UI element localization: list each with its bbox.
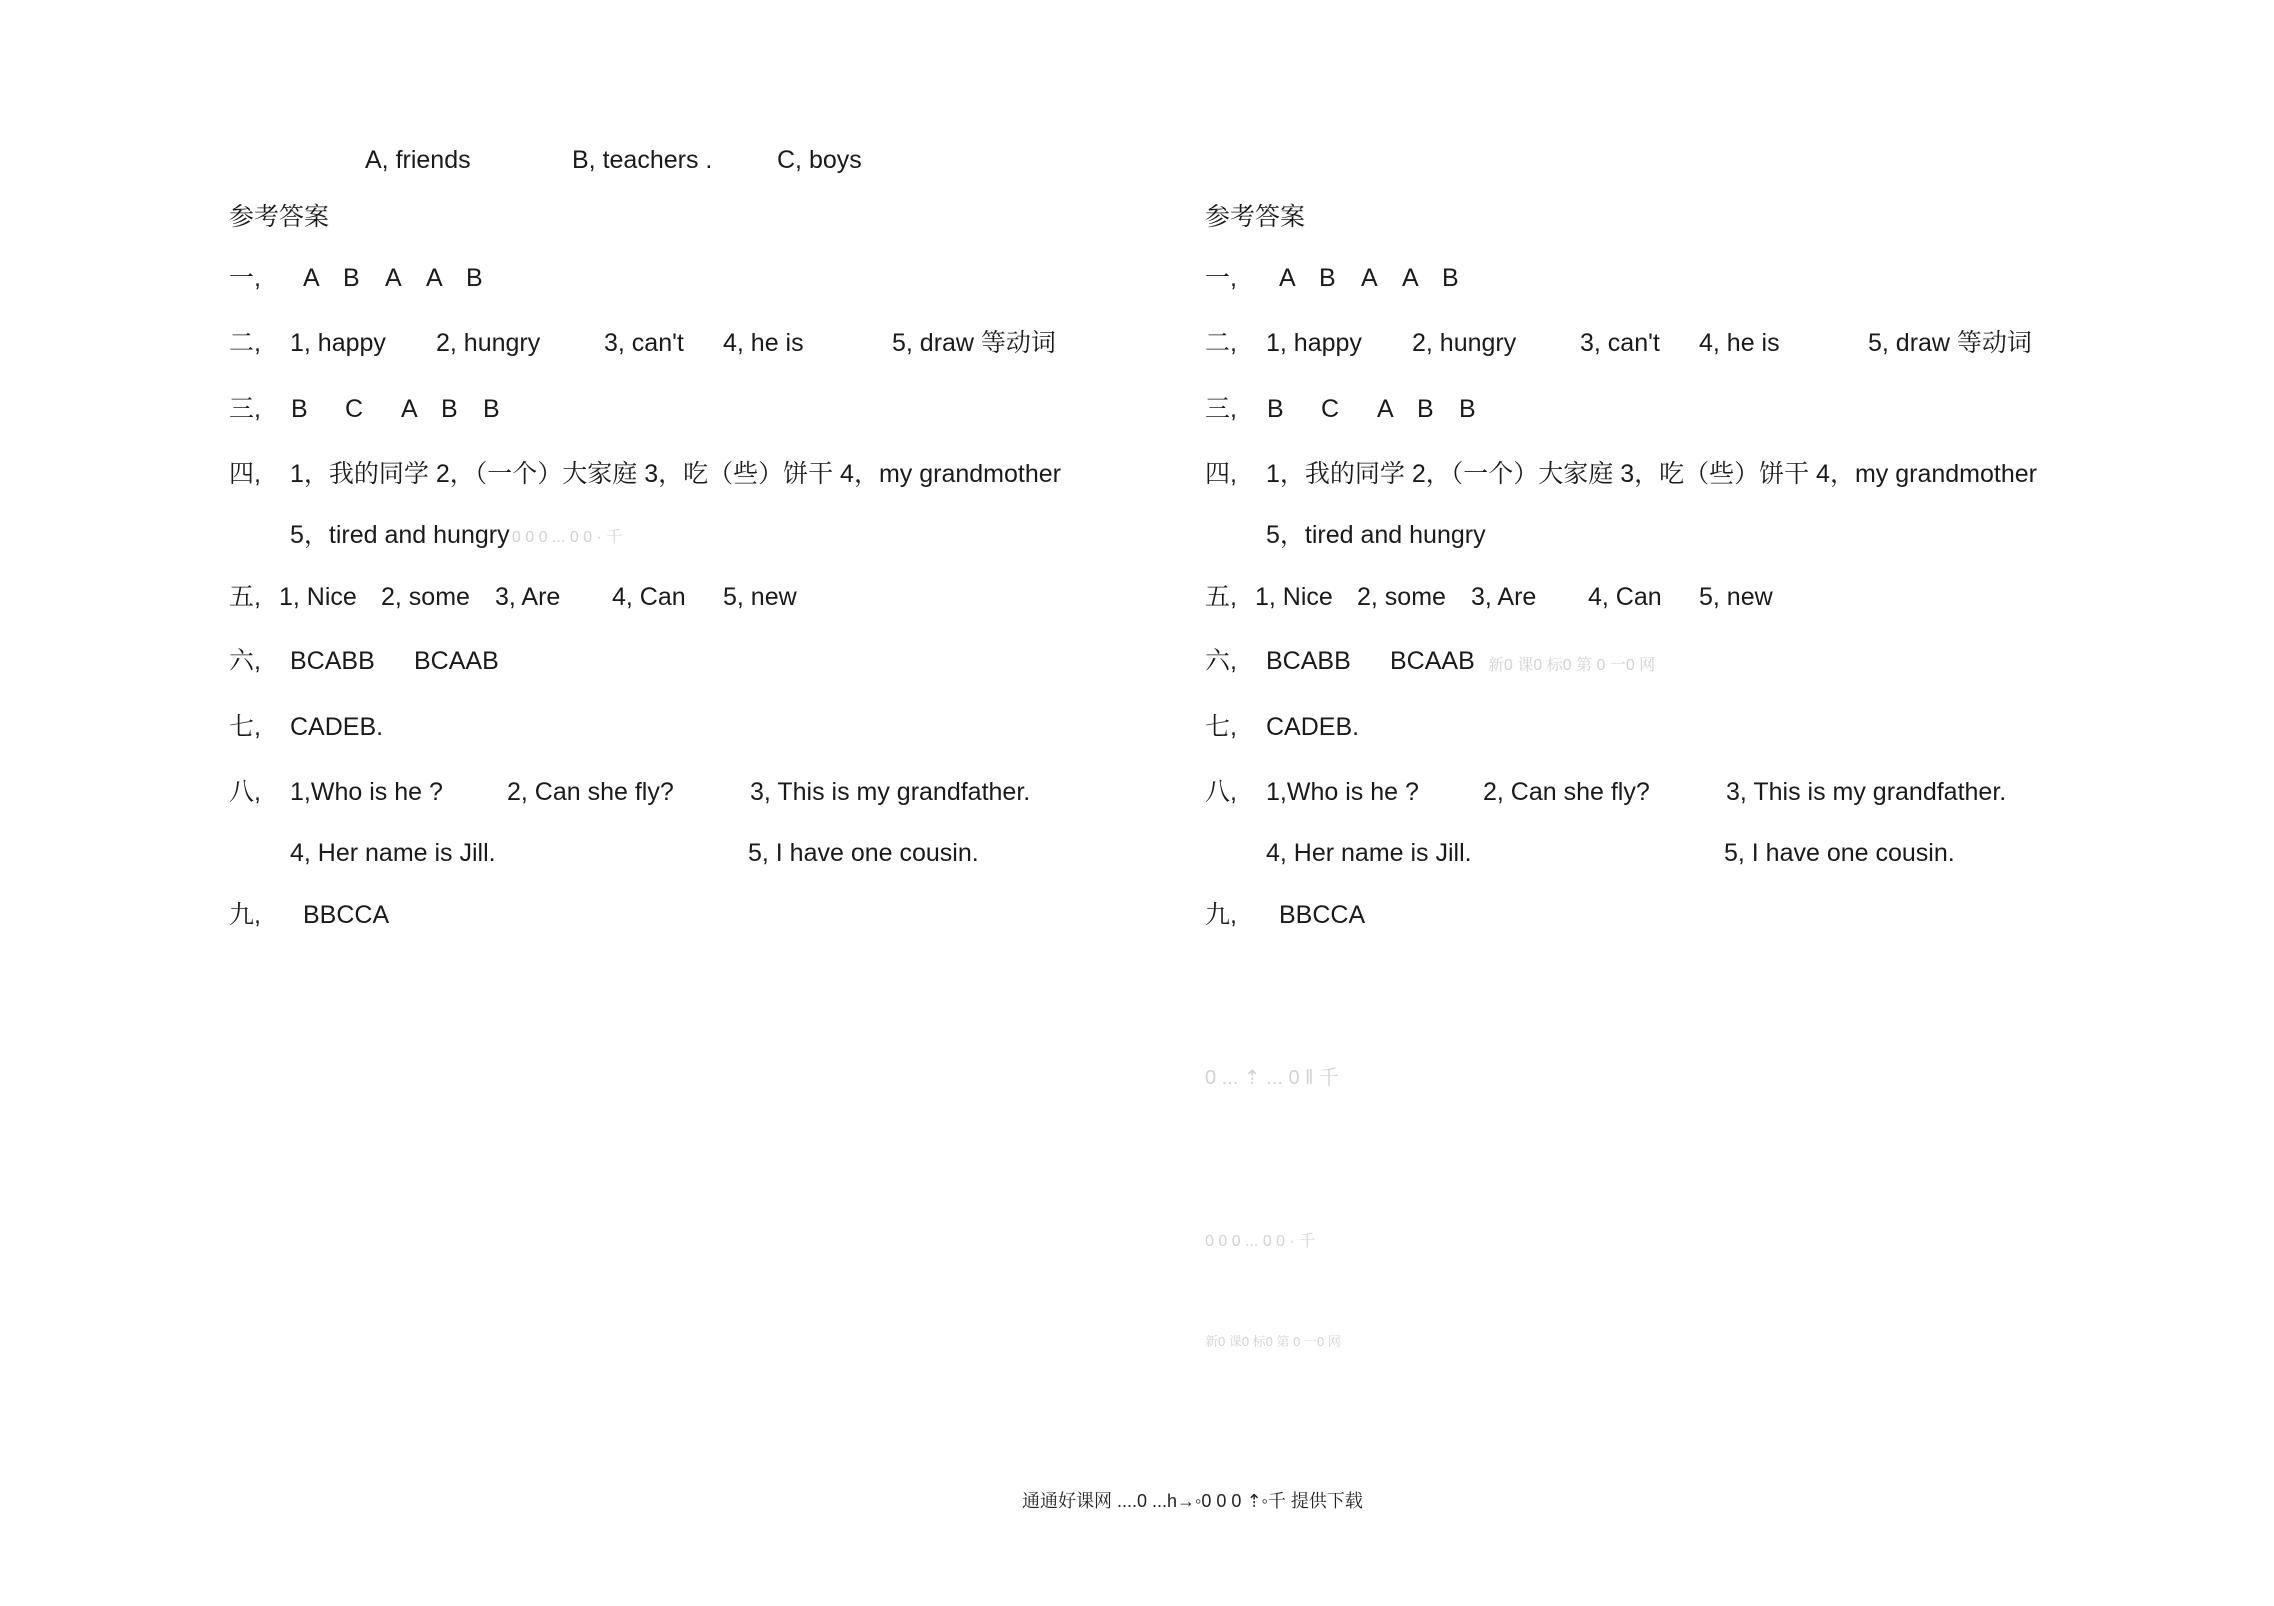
option-a: A, friends xyxy=(365,146,471,174)
section-2-answer: 3, can't xyxy=(604,329,684,357)
section-1-answer: A xyxy=(1361,264,1378,292)
section-8-answer: 1,Who is he ? xyxy=(1266,778,1419,806)
section-8-number: 八, xyxy=(1205,778,1237,806)
section-7-number: 七, xyxy=(229,713,261,741)
section-5-answer: 3, Are xyxy=(495,583,561,611)
section-3-answer: A xyxy=(401,395,418,423)
watermark-text: 0 0 0 ... 0 0 · 千 xyxy=(1205,1233,1316,1250)
section-1-answer: B xyxy=(1442,264,1459,292)
section-2-number: 二, xyxy=(229,329,261,357)
footer-credit: 通通好课网 ....0 ...h→◦0 0 0 ⇡◦千 提供下载 xyxy=(1022,1491,1363,1511)
section-9-answer: BBCCA xyxy=(1279,901,1366,929)
section-3-answer: B xyxy=(483,395,500,423)
watermark-text: 新0 课0 标0 第 0 一0 网 xyxy=(1488,657,1656,674)
section-3-answer: B xyxy=(291,395,308,423)
section-8-answer: 4, Her name is Jill. xyxy=(290,839,496,867)
section-8-answer: 2, Can she fly? xyxy=(507,778,674,806)
section-1-answer: B xyxy=(343,264,360,292)
section-7-number: 七, xyxy=(1205,713,1237,741)
section-3-answer: C xyxy=(345,395,364,423)
section-5-number: 五, xyxy=(1205,583,1237,611)
section-5-answer: 2, some xyxy=(381,583,470,611)
section-5-number: 五, xyxy=(229,583,261,611)
section-3-answer: A xyxy=(1377,395,1394,423)
section-7-answer: CADEB. xyxy=(1266,713,1360,741)
section-5-answer: 2, some xyxy=(1357,583,1446,611)
watermark-text: 新0 课0 标0 第 0 一0 网 xyxy=(1205,1334,1341,1349)
section-4-number: 四, xyxy=(1205,460,1237,488)
section-4-line-2: 5，tired and hungry xyxy=(290,521,510,549)
section-6-number: 六, xyxy=(1205,647,1237,675)
section-3-answer: B xyxy=(441,395,458,423)
section-1-number: 一, xyxy=(1205,264,1237,292)
section-6-answer: BCABB xyxy=(290,647,375,675)
watermark-text: 0 ... ⇡ ... 0 ‖ 千 xyxy=(1205,1067,1339,1089)
section-1-number: 一, xyxy=(229,264,261,292)
section-2-number: 二, xyxy=(1205,329,1237,357)
section-2-answer: 4, he is xyxy=(1699,329,1780,357)
section-1-answer: A xyxy=(303,264,320,292)
section-9-number: 九, xyxy=(229,901,261,929)
section-5-answer: 4, Can xyxy=(1588,583,1662,611)
section-1-answer: A xyxy=(426,264,443,292)
answer-heading: 参考答案 xyxy=(1205,203,1306,231)
section-1-answer: B xyxy=(466,264,483,292)
section-2-answer: 1, happy xyxy=(1266,329,1362,357)
section-3-answer: B xyxy=(1417,395,1434,423)
section-2-answer: 1, happy xyxy=(290,329,386,357)
section-9-number: 九, xyxy=(1205,901,1237,929)
section-8-answer: 3, This is my grandfather. xyxy=(1726,778,2007,806)
answer-heading: 参考答案 xyxy=(229,203,330,231)
section-3-number: 三, xyxy=(229,395,261,423)
section-2-answer: 2, hungry xyxy=(436,329,541,357)
section-3-number: 三, xyxy=(1205,395,1237,423)
section-2-answer: 5, draw 等动词 xyxy=(1868,329,2032,357)
section-2-answer: 2, hungry xyxy=(1412,329,1517,357)
section-3-answer: B xyxy=(1459,395,1476,423)
section-5-answer: 4, Can xyxy=(612,583,686,611)
section-1-answer: A xyxy=(1402,264,1419,292)
section-9-answer: BBCCA xyxy=(303,901,390,929)
section-6-answer: BCAAB xyxy=(414,647,499,675)
option-b: B, teachers . xyxy=(572,146,713,174)
option-c: C, boys xyxy=(777,146,862,174)
section-6-number: 六, xyxy=(229,647,261,675)
section-2-answer: 3, can't xyxy=(1580,329,1660,357)
section-1-answer: B xyxy=(1319,264,1336,292)
section-8-answer: 4, Her name is Jill. xyxy=(1266,839,1472,867)
section-5-answer: 1, Nice xyxy=(279,583,357,611)
section-4-line-1: 1，我的同学 2，（一个）大家庭 3，吃（些）饼干 4，my grandmother xyxy=(1266,460,2037,488)
section-5-answer: 5, new xyxy=(1699,583,1773,611)
section-4-line-1: 1，我的同学 2，（一个）大家庭 3，吃（些）饼干 4，my grandmother xyxy=(290,460,1061,488)
section-8-number: 八, xyxy=(229,778,261,806)
section-5-answer: 3, Are xyxy=(1471,583,1537,611)
section-8-answer: 1,Who is he ? xyxy=(290,778,443,806)
section-7-answer: CADEB. xyxy=(290,713,384,741)
section-3-answer: C xyxy=(1321,395,1340,423)
section-6-answer: BCAAB xyxy=(1390,647,1475,675)
section-4-line-2: 5，tired and hungry xyxy=(1266,521,1486,549)
section-4-number: 四, xyxy=(229,460,261,488)
section-5-answer: 5, new xyxy=(723,583,797,611)
watermark-text: 0 0 0 ... 0 0 · 千 xyxy=(512,529,623,546)
section-8-answer: 2, Can she fly? xyxy=(1483,778,1650,806)
section-8-answer: 5, I have one cousin. xyxy=(1724,839,1955,867)
section-1-answer: A xyxy=(1279,264,1296,292)
section-8-answer: 5, I have one cousin. xyxy=(748,839,979,867)
section-2-answer: 5, draw 等动词 xyxy=(892,329,1056,357)
section-8-answer: 3, This is my grandfather. xyxy=(750,778,1031,806)
section-5-answer: 1, Nice xyxy=(1255,583,1333,611)
section-3-answer: B xyxy=(1267,395,1284,423)
section-6-answer: BCABB xyxy=(1266,647,1351,675)
section-1-answer: A xyxy=(385,264,402,292)
section-2-answer: 4, he is xyxy=(723,329,804,357)
